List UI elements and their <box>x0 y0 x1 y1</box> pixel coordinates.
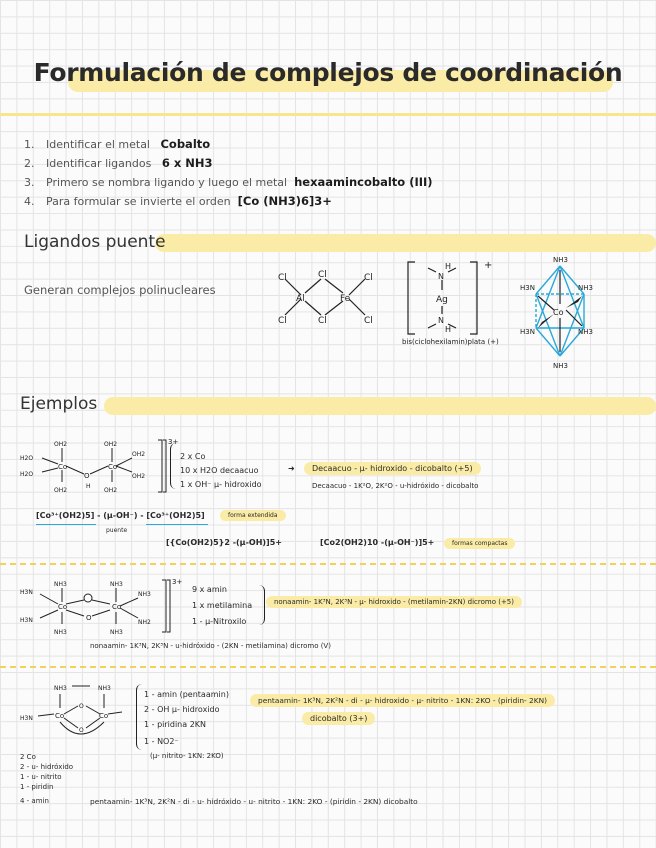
step-number: 3. <box>24 176 35 189</box>
atom-label: NH3 <box>54 685 67 692</box>
section-highlight <box>155 234 656 252</box>
atom-label: NH2 <box>138 619 151 626</box>
ex1-formas-compactas: formas compactas <box>444 538 515 549</box>
ligandos-description: Generan complejos polinucleares <box>24 283 216 297</box>
co-label: H3N <box>520 284 535 292</box>
atom-label: H2O <box>20 471 34 478</box>
ex1-formula: [Co³⁺(OH2)5] - (μ-OH⁻) - [Co³⁺(OH2)5] <box>36 511 205 520</box>
step-1 <box>24 137 210 151</box>
ex3-count-line: 1 - piridina 2KN <box>144 720 207 729</box>
ex3-bottom: pentaamin- 1K³N, 2K²N - di - u- hidróxido - u- nitrito - 1KN: 2KO - (piridin - 2KN) dicobalto <box>90 797 418 806</box>
ex2-count-line: 9 x amin <box>192 585 227 594</box>
divider <box>0 563 656 565</box>
atom-label: Co <box>58 603 68 611</box>
ex1-forma-extendida: forma extendida <box>220 510 286 521</box>
step-number: 4. <box>24 195 35 208</box>
step-4 <box>24 194 332 208</box>
underline <box>36 524 96 525</box>
ex3-legend: 1 - piridin <box>20 783 54 791</box>
divider <box>0 666 656 668</box>
ex3-answer-b: dicobalto (3+) <box>302 712 375 725</box>
co-label: NH3 <box>553 362 568 370</box>
al-fe-label: Cl <box>364 316 373 326</box>
atom-label: O <box>84 472 90 480</box>
example-2-structure <box>20 576 190 638</box>
arrow-icon: ➜ <box>288 464 295 473</box>
section-heading-ejemplos: Ejemplos <box>20 394 98 414</box>
atom-label: OH2 <box>54 441 68 448</box>
section-highlight <box>104 397 656 415</box>
ex1-answer: Decaacuo - μ- hidroxido - dicobalto (+5) <box>304 462 481 475</box>
ag-label: N <box>438 272 444 281</box>
ex3-legend: 2 - u- hidróxido <box>20 763 74 771</box>
co-label: NH3 <box>578 284 593 292</box>
ag-diagram <box>400 258 505 350</box>
charge-label: 3+ <box>172 578 183 586</box>
ag-label: H <box>445 262 452 271</box>
co-metal: Co <box>553 308 564 317</box>
atom-label: H3N <box>20 589 33 596</box>
step-text: Identificar ligandos <box>46 157 152 170</box>
atom-label: OH2 <box>104 441 118 448</box>
brace <box>136 684 143 750</box>
title-underline <box>0 113 656 116</box>
atom-label: NH3 <box>54 581 67 588</box>
ex1-answer-alt: Decaacuo - 1K²O, 2K²O - u-hidróxido - dicobalto <box>312 482 479 490</box>
ex3-count-line: 2 - OH μ- hidroxido <box>144 705 220 714</box>
ex2-count-line: 1 x metilamina <box>192 601 253 610</box>
ag-metal: Ag <box>436 295 448 305</box>
atom-label: H3N <box>20 617 33 624</box>
ex1-compact: [Co2(OH2)10 -(μ-OH⁻)]5+ <box>320 538 435 547</box>
atom-label: NH3 <box>54 629 67 636</box>
brace <box>258 585 265 625</box>
ex3-count-line: (μ- nitrito- 1KN: 2KO) <box>150 752 224 760</box>
co-label: H3N <box>520 328 535 336</box>
ex1-count-line: 10 x H2O decaacuo <box>180 466 259 475</box>
step-answer: hexaamincobalto (III) <box>294 175 433 189</box>
step-answer: 6 x NH3 <box>161 156 213 170</box>
atom-label: Co <box>112 603 122 611</box>
step-number: 1. <box>24 138 35 151</box>
al-fe-label: Cl <box>278 316 287 326</box>
atom-label: NH3 <box>110 629 123 636</box>
ex3-legend: 2 Co <box>20 753 36 761</box>
atom-label: H2O <box>20 455 34 462</box>
charge-label: 3+ <box>168 438 179 446</box>
ag-name: bis(ciclohexilamin)plata (+) <box>402 338 499 346</box>
example-3-structure <box>20 680 130 746</box>
ex3-legend: 4 - amin <box>20 797 49 805</box>
atom-label: Co <box>99 712 109 720</box>
ex3-legend: 1 - u- nitrito <box>20 773 62 781</box>
ex1-compact: [{Co(OH2)5}2 -(μ-OH)]5+ <box>166 538 282 547</box>
atom-label: Co <box>55 712 65 720</box>
page-title: Formulación de complejos de coordinación <box>33 58 623 87</box>
atom-label: Co <box>58 463 68 471</box>
atom-label: O <box>79 727 84 734</box>
ex3-count-line: 1 - amin (pentaamin) <box>144 690 229 699</box>
section-heading-ligandos: Ligandos puente <box>24 232 166 252</box>
atom-label: H <box>86 483 91 490</box>
underline <box>146 524 208 525</box>
ex1-count-line: 1 x OH⁻ μ- hidroxido <box>180 480 262 489</box>
ex2-answer-alt: nonaamin- 1K³N, 2K³N - u-hidróxido - (2KN - metilamina) dicromo (V) <box>90 642 331 650</box>
example-1-structure <box>20 436 180 498</box>
ex3-answer: pentaamin- 1K³N, 2K²N - di - μ- hidroxido - μ- nitrito - 1KN: 2KO - (piridin- 2KN) <box>250 694 555 707</box>
step-text: Para formular se invierte el orden <box>46 195 231 208</box>
step-text: Primero se nombra ligando y luego el metal <box>46 176 288 189</box>
atom-label: NH3 <box>98 685 111 692</box>
ag-charge: + <box>484 260 493 271</box>
step-text: Identificar el metal <box>46 138 150 151</box>
atom-label: O <box>79 703 84 710</box>
ex2-answer: nonaamin- 1K³N, 2K³N - μ- hidroxido - (metilamin-2KN) dicromo (+5) <box>266 596 522 608</box>
al-fe-label: Cl <box>318 270 327 280</box>
co-octahedral-diagram <box>520 252 602 374</box>
atom-label: NH3 <box>138 591 151 598</box>
al-fe-label: Fe <box>340 294 351 304</box>
atom-label: OH2 <box>54 487 68 494</box>
ex2-count-line: 1 - μ-Nitroxilo <box>192 617 247 626</box>
atom-label: H3N <box>20 715 33 722</box>
al-fe-diagram <box>270 265 385 330</box>
atom-label: OH2 <box>132 473 146 480</box>
step-2 <box>24 156 213 170</box>
al-fe-label: Cl <box>364 273 373 283</box>
atom-label: Co <box>108 463 118 471</box>
co-label: NH3 <box>553 256 568 264</box>
atom-label: NH3 <box>110 581 123 588</box>
atom-label: OH2 <box>132 451 146 458</box>
ex1-count-line: 2 x Co <box>180 452 206 461</box>
ex3-count-line: 1 - NO2⁻ <box>144 737 179 746</box>
al-fe-label: Cl <box>318 316 327 326</box>
step-number: 2. <box>24 157 35 170</box>
ex1-puente: puente <box>106 527 128 534</box>
step-answer: [Co (NH3)6]3+ <box>237 194 332 208</box>
ag-label: N <box>438 316 444 325</box>
step-answer: Cobalto <box>160 137 211 151</box>
ag-label: H <box>445 325 452 334</box>
brace <box>170 443 177 489</box>
atom-label: OH2 <box>104 487 118 494</box>
al-fe-label: Al <box>296 294 305 304</box>
al-fe-label: Cl <box>278 273 287 283</box>
step-3 <box>24 175 433 189</box>
co-label: NH3 <box>578 328 593 336</box>
atom-label: O <box>86 614 92 622</box>
